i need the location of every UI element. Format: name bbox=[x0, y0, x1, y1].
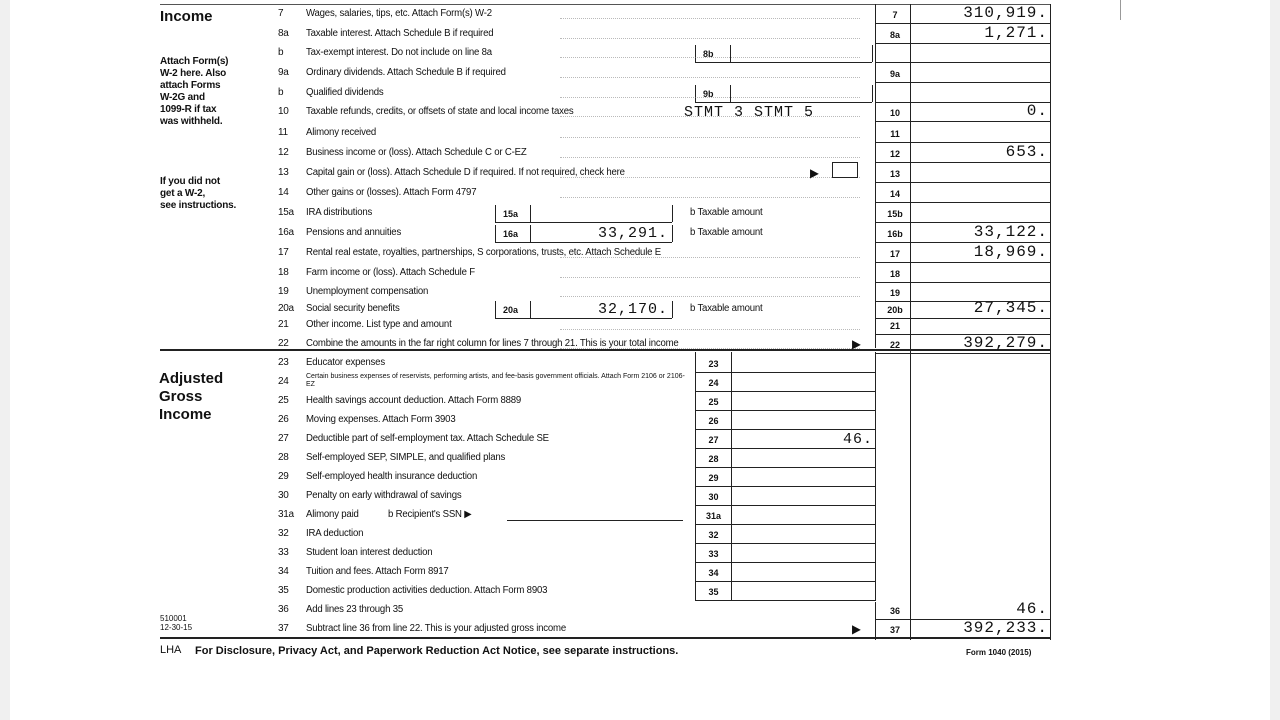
rule-h-line bbox=[875, 182, 1051, 183]
line-box-label: 10 bbox=[889, 108, 900, 118]
line-amount: 33,122. bbox=[973, 223, 1048, 241]
form-1040-page bbox=[10, 0, 1270, 720]
rule-v-box-left bbox=[875, 4, 876, 348]
rule-h-line bbox=[695, 543, 876, 544]
line-number: 22 bbox=[278, 338, 289, 349]
line-box-label: 37 bbox=[889, 625, 900, 635]
rule-h-line bbox=[695, 372, 876, 373]
line-description: Farm income or (loss). Attach Schedule F bbox=[306, 267, 475, 278]
line-number: 26 bbox=[278, 414, 289, 425]
dot-leader bbox=[560, 197, 860, 198]
line-number: 30 bbox=[278, 490, 289, 501]
line-description: Qualified dividends bbox=[306, 87, 384, 98]
line-description: Educator expenses bbox=[306, 357, 385, 368]
line-number: 20a bbox=[278, 303, 294, 314]
line-box-label: 36 bbox=[889, 606, 900, 616]
line-description: Other gains or (losses). Attach Form 4797 bbox=[306, 187, 477, 198]
line-description: Moving expenses. Attach Form 3903 bbox=[306, 414, 456, 425]
footer-lha: LHA bbox=[160, 644, 182, 656]
line-number: 13 bbox=[278, 167, 289, 178]
line-number: 15a bbox=[278, 207, 294, 218]
line-amount: 27,345. bbox=[973, 299, 1048, 317]
taxable-amount-label: b Taxable amount bbox=[690, 303, 763, 314]
rule-v-inner-box bbox=[495, 205, 496, 222]
line-box-label: 24 bbox=[708, 378, 719, 388]
line-number: 9a bbox=[278, 67, 289, 78]
line-number: 17 bbox=[278, 247, 289, 258]
line-description: Capital gain or (loss). Attach Schedule D if required. If not required, check here bbox=[306, 167, 625, 178]
rule-h-line bbox=[695, 562, 876, 563]
taxable-amount-label: b Taxable amount bbox=[690, 207, 763, 218]
arrow-icon: ▶ bbox=[852, 622, 861, 636]
line-box-label: 16b bbox=[887, 229, 903, 239]
line-box-label: 28 bbox=[708, 454, 719, 464]
line-amount: 46. bbox=[1016, 600, 1048, 618]
line-box-label: 35 bbox=[708, 587, 719, 597]
line-box-label: 17 bbox=[889, 249, 900, 259]
line-description: Other income. List type and amount bbox=[306, 319, 452, 330]
line-number: 12 bbox=[278, 147, 289, 158]
arrow-icon: ▶ bbox=[810, 166, 819, 180]
dot-leader bbox=[560, 157, 860, 158]
rule-h-line bbox=[875, 262, 1051, 263]
line-box-label: 34 bbox=[708, 568, 719, 578]
line-number: 18 bbox=[278, 267, 289, 278]
line-number: 8a bbox=[278, 28, 289, 39]
line-description: IRA distributions bbox=[306, 207, 373, 218]
line-number: b bbox=[278, 47, 284, 58]
dot-leader bbox=[560, 137, 860, 138]
line-description: Alimony received bbox=[306, 127, 377, 138]
rule-v-inner-box bbox=[672, 205, 673, 222]
line-number: 37 bbox=[278, 623, 289, 634]
dot-leader bbox=[560, 57, 860, 58]
line-number: 29 bbox=[278, 471, 289, 482]
rule-h-line bbox=[875, 43, 1051, 44]
dot-leader bbox=[560, 77, 860, 78]
rule-h-line bbox=[875, 353, 1051, 354]
line-amount: 392,279. bbox=[963, 334, 1048, 352]
line-amount: 392,233. bbox=[963, 619, 1048, 637]
dot-leader bbox=[560, 277, 860, 278]
line-box-label: 29 bbox=[708, 473, 719, 483]
rule-h-inner-box bbox=[495, 222, 672, 223]
line-box-label: 15b bbox=[887, 209, 903, 219]
line-number: 16a bbox=[278, 227, 294, 238]
line-number: 25 bbox=[278, 395, 289, 406]
rule-h-line bbox=[875, 82, 1051, 83]
line-amount: 18,969. bbox=[973, 243, 1048, 261]
footer-form-id: Form 1040 (2015) bbox=[966, 648, 1032, 657]
rule-h-line bbox=[875, 282, 1051, 283]
rule-v-inner-box bbox=[530, 225, 531, 242]
line-number: 19 bbox=[278, 286, 289, 297]
line-description: Taxable refunds, credits, or offsets of state and local income taxes bbox=[306, 106, 574, 117]
recipient-ssn-label: b Recipient's SSN ▶ bbox=[388, 509, 472, 520]
sidenote-no-w2: If you did not get a W-2, see instructions. bbox=[160, 176, 237, 211]
line-description: IRA deduction bbox=[306, 528, 364, 539]
rule-h-line bbox=[875, 121, 1051, 122]
rule-h-inner-box bbox=[495, 318, 672, 319]
line-description: Domestic production activities deduction. Attach Form 8903 bbox=[306, 585, 548, 596]
line-number: 7 bbox=[278, 8, 284, 19]
line-box-label: 9a bbox=[889, 69, 900, 79]
line-description: Self-employed health insurance deduction bbox=[306, 471, 478, 482]
rule-h-line bbox=[695, 429, 876, 430]
inner-box-label: 15a bbox=[503, 209, 519, 219]
rule-h-line bbox=[695, 448, 876, 449]
rule-v-inner-box bbox=[530, 301, 531, 318]
dot-leader bbox=[560, 257, 860, 258]
scan-edge-mark bbox=[1120, 0, 1121, 20]
section-agi-label-2: Gross bbox=[159, 388, 203, 405]
form-code: 510001 bbox=[160, 614, 187, 623]
line-description: Penalty on early withdrawal of savings bbox=[306, 490, 462, 501]
rule-h-line bbox=[695, 467, 876, 468]
rule-v-inner-box bbox=[695, 85, 696, 102]
dot-leader bbox=[560, 116, 860, 117]
line-description: Tax-exempt interest. Do not include on line 8a bbox=[306, 47, 492, 58]
rule-v-amount-right bbox=[1050, 4, 1051, 640]
line-description: Pensions and annuities bbox=[306, 227, 402, 238]
statement-reference: STMT 3 STMT 5 bbox=[684, 104, 815, 121]
rule-h-line bbox=[695, 581, 876, 582]
rule-v-inner-box bbox=[672, 225, 673, 242]
line-amount: 310,919. bbox=[963, 4, 1048, 22]
line-number: 27 bbox=[278, 433, 289, 444]
line-number: 35 bbox=[278, 585, 289, 596]
line-number: 32 bbox=[278, 528, 289, 539]
rule-v-inner-box bbox=[872, 45, 873, 62]
rule-v-box-left-totals bbox=[875, 602, 876, 640]
rule-v-inner-box bbox=[695, 45, 696, 62]
line-number: 33 bbox=[278, 547, 289, 558]
line-amount: 1,271. bbox=[984, 24, 1048, 42]
line-box-label: 12 bbox=[889, 149, 900, 159]
rule-h-inner-box bbox=[695, 102, 872, 103]
rule-h-line bbox=[695, 391, 876, 392]
line-box-label: 25 bbox=[708, 397, 719, 407]
line-description: Deductible part of self-employment tax. Attach Schedule SE bbox=[306, 433, 549, 444]
ssn-field-rule[interactable] bbox=[507, 520, 683, 521]
dot-leader bbox=[560, 38, 860, 39]
sidenote-attach-forms: Attach Form(s) W-2 here. Also attach Forms W-2G and 1099-R if tax was withheld. bbox=[160, 56, 229, 127]
line-box-label: 33 bbox=[708, 549, 719, 559]
line-box-label: 22 bbox=[889, 340, 900, 350]
line-box-label: 8a bbox=[889, 30, 900, 40]
dot-leader bbox=[560, 348, 860, 349]
line-box-label: 7 bbox=[892, 10, 898, 20]
rule-h-inner-box bbox=[695, 62, 872, 63]
rule-h-line bbox=[695, 486, 876, 487]
line-description: Health savings account deduction. Attach Form 8889 bbox=[306, 395, 522, 406]
dot-leader bbox=[560, 329, 860, 330]
line-amount: 0. bbox=[1026, 102, 1048, 120]
form-date-code: 12-30-15 bbox=[160, 623, 193, 632]
rule-h-line bbox=[875, 318, 1051, 319]
line-number: 24 bbox=[278, 376, 289, 387]
line-box-label: 20b bbox=[887, 305, 903, 315]
rule-h-inner-box bbox=[495, 242, 672, 243]
line-number: b bbox=[278, 87, 284, 98]
line-description: Business income or (loss). Attach Schedule C or C-EZ bbox=[306, 147, 527, 158]
line-description: Unemployment compensation bbox=[306, 286, 429, 297]
section-income-label: Income bbox=[160, 8, 213, 25]
rule-h-line bbox=[695, 505, 876, 506]
rule-h-line bbox=[875, 62, 1051, 63]
line-amount: 46. bbox=[842, 431, 873, 448]
inner-box-label: 9b bbox=[703, 89, 714, 99]
line-box-label: 19 bbox=[889, 288, 900, 298]
capital-gain-checkbox[interactable] bbox=[832, 162, 858, 178]
line-description: Combine the amounts in the far right column for lines 7 through 21. This is your total income bbox=[306, 338, 679, 349]
rule-h-line bbox=[875, 202, 1051, 203]
line-number: 14 bbox=[278, 187, 289, 198]
line-box-label: 13 bbox=[889, 169, 900, 179]
line-number: 34 bbox=[278, 566, 289, 577]
rule-h-line bbox=[695, 600, 876, 601]
line-box-label: 27 bbox=[708, 435, 719, 445]
dot-leader bbox=[560, 296, 860, 297]
inner-amount: 32,170. bbox=[597, 301, 668, 318]
rule-v-inner-box bbox=[730, 45, 731, 62]
rule-h-line bbox=[875, 638, 1051, 639]
line-description: Alimony paid bbox=[306, 509, 359, 520]
line-box-label: 26 bbox=[708, 416, 719, 426]
rule-v-inner-box bbox=[495, 225, 496, 242]
line-description: Self-employed SEP, SIMPLE, and qualified plans bbox=[306, 452, 506, 463]
line-box-label: 14 bbox=[889, 189, 900, 199]
line-number: 23 bbox=[278, 357, 289, 368]
rule-h-line bbox=[875, 162, 1051, 163]
line-description: Certain business expenses of reservists, performing artists, and fee-basis government officials. Attach Form 2106 or 2106-EZ bbox=[306, 373, 685, 388]
rule-h-line bbox=[695, 524, 876, 525]
inner-amount: 33,291. bbox=[597, 225, 668, 242]
inner-box-label: 16a bbox=[503, 229, 519, 239]
line-box-label: 32 bbox=[708, 530, 719, 540]
line-box-label: 21 bbox=[889, 321, 900, 331]
rule-v-inner-box bbox=[530, 205, 531, 222]
rule-v-inner-box bbox=[872, 85, 873, 102]
line-description: Subtract line 36 from line 22. This is your adjusted gross income bbox=[306, 623, 567, 634]
rule-h-line bbox=[695, 410, 876, 411]
line-number: 10 bbox=[278, 106, 289, 117]
inner-box-label: 8b bbox=[703, 49, 714, 59]
line-description: Tuition and fees. Attach Form 8917 bbox=[306, 566, 449, 577]
line-description: Taxable interest. Attach Schedule B if required bbox=[306, 28, 494, 39]
footer-notice: For Disclosure, Privacy Act, and Paperwork Reduction Act Notice, see separate instructions. bbox=[195, 645, 679, 657]
line-description: Student loan interest deduction bbox=[306, 547, 433, 558]
dot-leader bbox=[560, 97, 860, 98]
line-description: Ordinary dividends. Attach Schedule B if required bbox=[306, 67, 506, 78]
inner-box-label: 20a bbox=[503, 305, 519, 315]
dot-leader bbox=[560, 18, 860, 19]
line-box-label: 30 bbox=[708, 492, 719, 502]
line-box-label: 18 bbox=[889, 269, 900, 279]
line-description: Social security benefits bbox=[306, 303, 400, 314]
line-number: 36 bbox=[278, 604, 289, 615]
section-agi-label-3: Income bbox=[159, 406, 212, 423]
section-agi-label-1: Adjusted bbox=[159, 370, 224, 387]
line-description: Add lines 23 through 35 bbox=[306, 604, 404, 615]
rule-v-inner-box bbox=[672, 301, 673, 318]
line-box-label: 31a bbox=[705, 511, 722, 521]
line-number: 11 bbox=[278, 127, 288, 138]
taxable-amount-label: b Taxable amount bbox=[690, 227, 763, 238]
line-number: 31a bbox=[278, 509, 294, 520]
rule-v-box-right bbox=[910, 4, 911, 640]
line-description: Wages, salaries, tips, etc. Attach Form(s) W-2 bbox=[306, 8, 492, 19]
line-number: 28 bbox=[278, 452, 289, 463]
dot-leader bbox=[560, 177, 860, 178]
rule-v-inner-box bbox=[495, 301, 496, 318]
line-box-label: 11 bbox=[890, 129, 900, 139]
arrow-icon: ▶ bbox=[852, 337, 861, 351]
line-box-label: 23 bbox=[708, 359, 719, 369]
rule-v-inner-box bbox=[730, 85, 731, 102]
line-description: Rental real estate, royalties, partnerships, S corporations, trusts, etc. Attach Schedule E bbox=[306, 247, 661, 258]
line-number: 21 bbox=[278, 319, 289, 330]
line-amount: 653. bbox=[1005, 143, 1048, 161]
